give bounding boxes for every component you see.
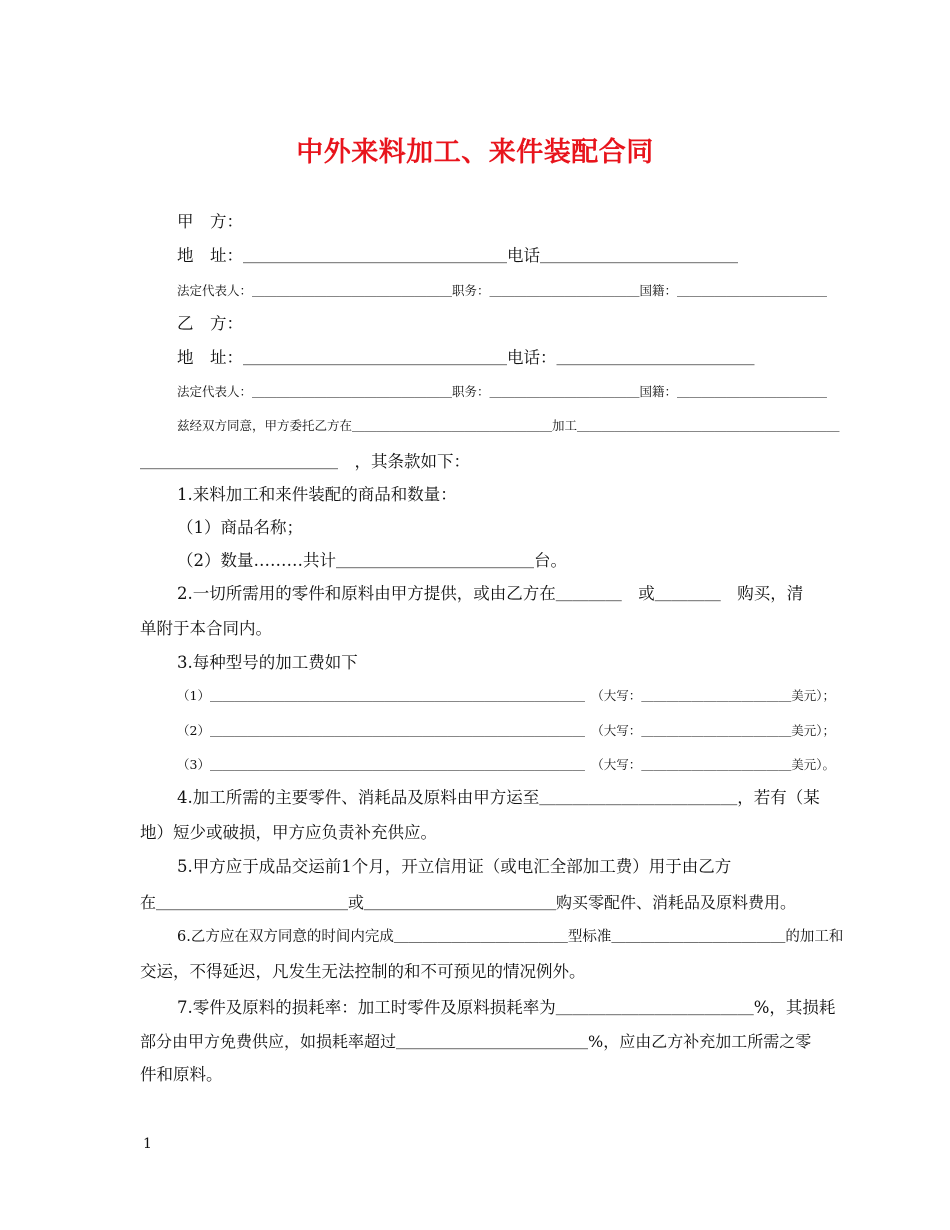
contract-line: 3.每种型号的加工费如下 (177, 653, 358, 672)
document-title: 中外来料加工、来件装配合同 (296, 137, 654, 168)
contract-line: 在＿＿＿＿＿＿＿＿＿＿＿＿或＿＿＿＿＿＿＿＿＿＿＿＿购买零配件、消耗品及原料费用。 (140, 893, 797, 912)
page-number: 1 (143, 1136, 152, 1152)
contract-line: （1）商品名称； (177, 518, 303, 537)
contract-line: 4.加工所需的主要零件、消耗品及原料由甲方运至＿＿＿＿＿＿＿＿＿＿＿＿，若有（某 (177, 788, 820, 807)
contract-line: （1）＿＿＿＿＿＿＿＿＿＿＿＿＿＿＿＿＿＿＿＿＿＿＿＿＿＿＿＿＿＿ （大写：＿＿＿＿＿＿＿＿＿＿＿＿美元）； (177, 688, 835, 703)
contract-line: 甲 方： (177, 212, 243, 231)
contract-line: 交运，不得延迟，凡发生无法控制的和不可预见的情况例外。 (140, 962, 586, 981)
contract-line: 7.零件及原料的损耗率：加工时零件及原料损耗率为＿＿＿＿＿＿＿＿＿＿＿＿%，其损耗 (177, 998, 836, 1017)
contract-line: 乙 方： (177, 314, 243, 333)
contract-line: 法定代表人：＿＿＿＿＿＿＿＿＿＿＿＿＿＿＿＿职务：＿＿＿＿＿＿＿＿＿＿＿＿国籍：＿＿＿＿＿＿＿＿＿＿＿＿ (177, 283, 828, 298)
contract-line: 件和原料。 (140, 1065, 223, 1084)
contract-line: 6.乙方应在双方同意的时间内完成＿＿＿＿＿＿＿＿＿＿＿＿型标准＿＿＿＿＿＿＿＿＿＿＿＿的加工和 (177, 929, 844, 945)
contract-line: 法定代表人：＿＿＿＿＿＿＿＿＿＿＿＿＿＿＿＿职务：＿＿＿＿＿＿＿＿＿＿＿＿国籍：＿＿＿＿＿＿＿＿＿＿＿＿ (177, 384, 828, 399)
contract-line: 2.一切所需用的零件和原料由甲方提供，或由乙方在＿＿＿＿ 或＿＿＿＿ 购买，清 (177, 584, 804, 603)
contract-line: 1.来料加工和来件装配的商品和数量： (177, 485, 457, 504)
contract-line: 地 址：＿＿＿＿＿＿＿＿＿＿＿＿＿＿＿＿电话：＿＿＿＿＿＿＿＿＿＿＿＿ (177, 348, 755, 367)
contract-line: 兹经双方同意，甲方委托乙方在＿＿＿＿＿＿＿＿＿＿＿＿＿＿＿＿加工＿＿＿＿＿＿＿＿＿＿＿＿＿＿＿＿＿＿＿＿＿ (177, 418, 840, 433)
contract-line: （3）＿＿＿＿＿＿＿＿＿＿＿＿＿＿＿＿＿＿＿＿＿＿＿＿＿＿＿＿＿＿ （大写：＿＿＿＿＿＿＿＿＿＿＿＿美元）。 (177, 757, 835, 772)
contract-line: （2）数量………共计＿＿＿＿＿＿＿＿＿＿＿＿台。 (177, 551, 567, 570)
contract-line: 5.甲方应于成品交运前1个月，开立信用证（或电汇全部加工费）用于由乙方 (177, 857, 732, 876)
contract-line: 地）短少或破损，甲方应负责补充供应。 (140, 823, 437, 842)
contract-line: ＿＿＿＿＿＿＿＿＿＿＿＿ ，其条款如下： (140, 452, 470, 471)
contract-line: （2）＿＿＿＿＿＿＿＿＿＿＿＿＿＿＿＿＿＿＿＿＿＿＿＿＿＿＿＿＿＿ （大写：＿＿＿＿＿＿＿＿＿＿＿＿美元）； (177, 723, 835, 738)
contract-line: 部分由甲方免费供应，如损耗率超过＿＿＿＿＿＿＿＿＿＿＿＿%，应由乙方补充加工所需之零 (140, 1032, 812, 1051)
contract-line: 地 址：＿＿＿＿＿＿＿＿＿＿＿＿＿＿＿＿电话＿＿＿＿＿＿＿＿＿＿＿＿ (177, 246, 738, 265)
contract-line: 单附于本合同内。 (140, 619, 272, 638)
